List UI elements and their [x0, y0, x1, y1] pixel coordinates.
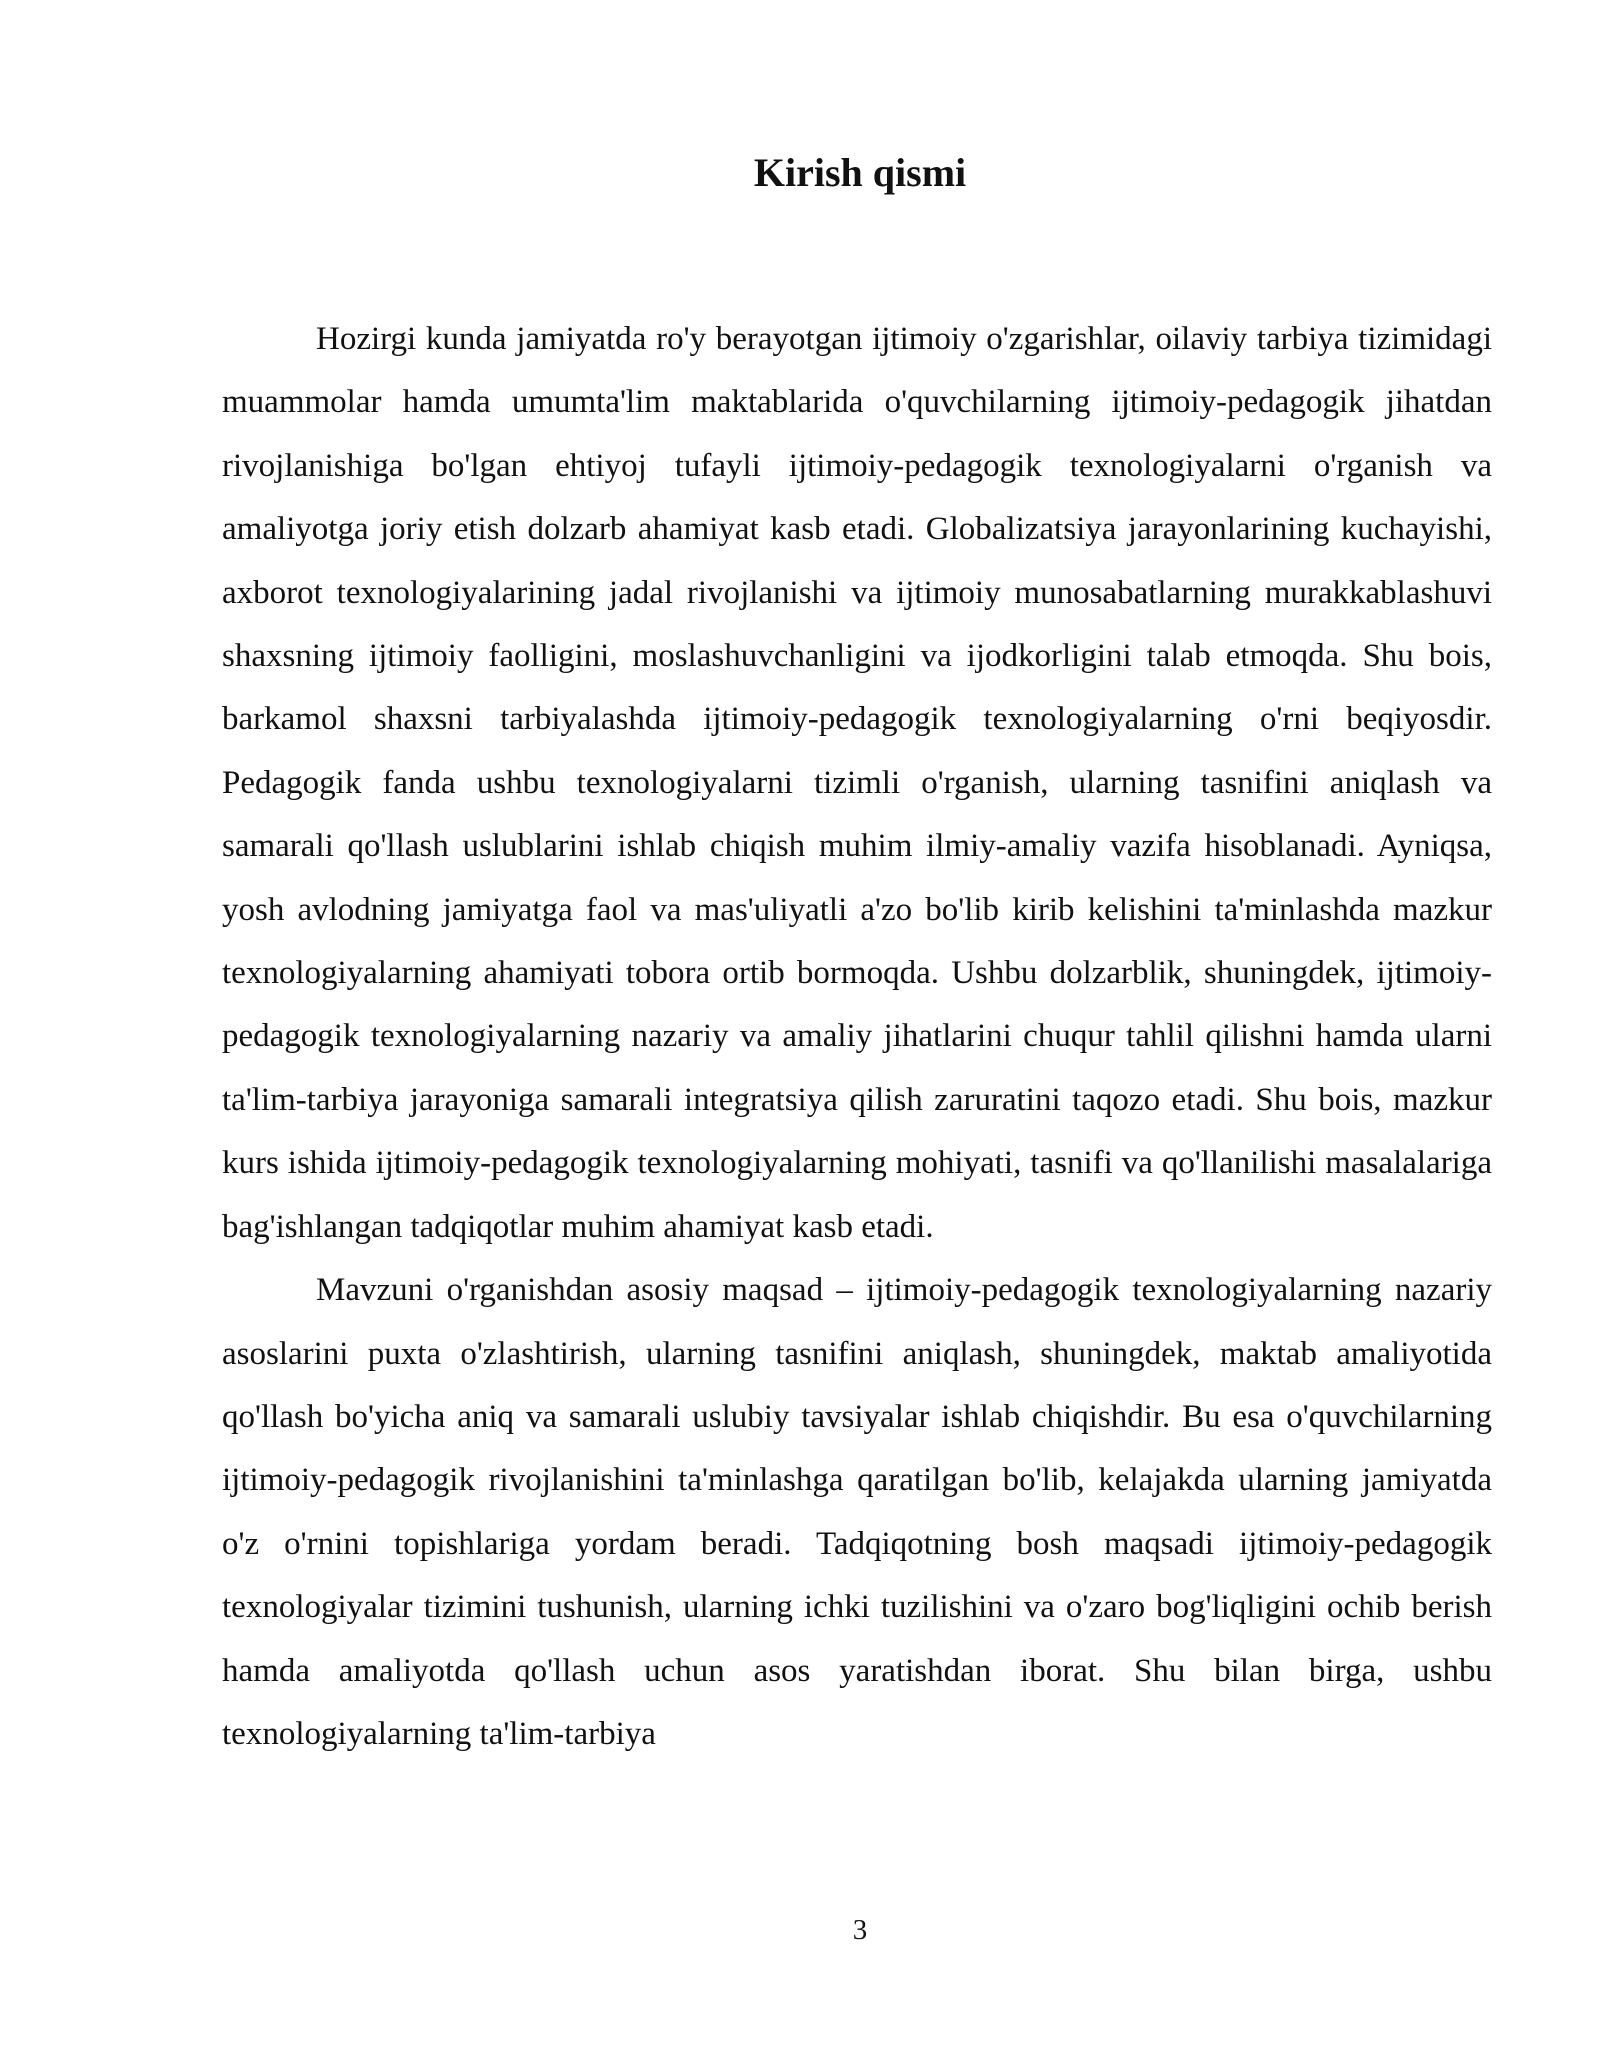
page-number: 3: [852, 1914, 868, 1946]
paragraph-2: Mavzuni o'rganishdan asosiy maqsad – ijtimoiy-pedagogik texnologiyalarning nazariy asoslarini puxta o'zlashtirish, ularning tasnifini aniqlash, shuningdek, maktab amaliyotida qo'llash bo'yicha aniq va samarali uslubiy tavsiyalar ishlab chiqishdir. Bu esa o'quvchilarning ijtimoiy-pedagogik rivojlanishini ta'minlashga qaratilgan bo'lib, kelajakda ularning jamiyatda o'z o'rnini topishlariga yordam beradi. Tadqiqotning bosh maqsadi ijtimoiy-pedagogik texnologiyalar tizimini tushunish, ularning ichki tuzilishini va o'zaro bog'liqligini ochib berish hamda amaliyotda qo'llash uchun asos yaratishdan iborat. Shu bilan birga, ushbu texnologiyalarning ta'lim-tarbiya: [222, 1272, 1492, 1752]
page-title: Kirish qismi: [753, 150, 967, 195]
body-text: [222, 308, 1492, 1766]
paragraph-1: Hozirgi kunda jamiyatda ro'y berayotgan ijtimoiy o'zgarishlar, oilaviy tarbiya tizimidagi muammolar hamda umumta'lim maktablarida o'quvchilarning ijtimoiy-pedagogik jihatdan rivojlanishiga bo'lgan ehtiyoj tufayli ijtimoiy-pedagogik texnologiyalarni o'rganish va amaliyotga joriy etish dolzarb ahamiyat kasb etadi. Globalizatsiya jarayonlarining kuchayishi, axborot texnologiyalarining jadal rivojlanishi va ijtimoiy munosabatlarning murakkablashuvi shaxsning ijtimoiy faolligini, moslashuvchanligini va ijodkorligini talab etmoqda. Shu bois, barkamol shaxsni tarbiyalashda ijtimoiy-pedagogik texnologiyalarning o'rni beqiyosdir. Pedagogik fanda ushbu texnologiyalarni tizimli o'rganish, ularning tasnifini aniqlash va samarali qo'llash uslublarini ishlab chiqish muhim ilmiy-amaliy vazifa hisoblanadi. Ayniqsa, yosh avlodning jamiyatga faol va mas'uliyatli a'zo bo'lib kirib kelishini ta'minlashda mazkur texnologiyalarning ahamiyati tobora ortib bormoqda. Ushbu dolzarblik, shuningdek, ijtimoiy-pedagogik texnologiyalarning nazariy va amaliy jihatlarini chuqur tahlil qilishni hamda ularni ta'lim-tarbiya jarayoniga samarali integratsiya qilish zaruratini taqozo etadi. Shu bois, mazkur kurs ishida ijtimoiy-pedagogik texnologiyalarning mohiyati, tasnifi va qo'llanilishi masalalariga bag'ishlangan tadqiqotlar muhim ahamiyat kasb etadi.: [222, 321, 1492, 1245]
